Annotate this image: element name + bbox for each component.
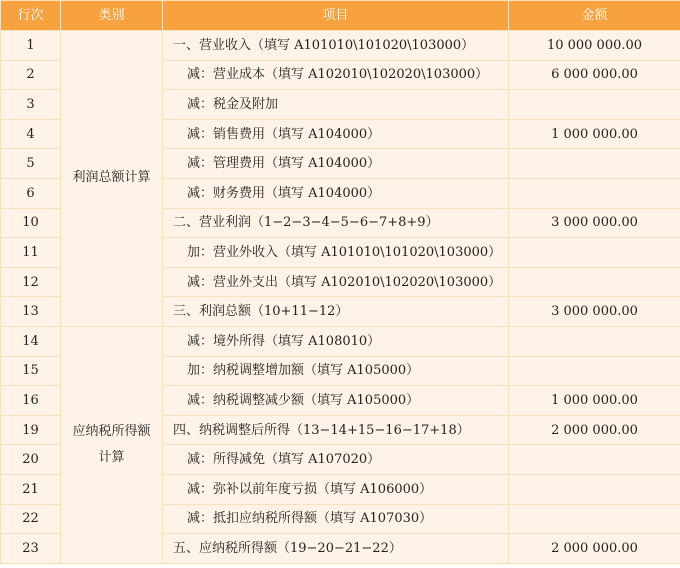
row-amount: 3 000 000.00 [509, 297, 680, 327]
row-item: 五、应纳税所得额（19−20−21−22） [163, 534, 509, 564]
row-amount: 10 000 000.00 [509, 31, 680, 61]
row-item: 加：纳税调整增加额（填写 A105000） [163, 356, 509, 386]
row-item: 减：弥补以前年度亏损（填写 A106000） [163, 474, 509, 504]
row-amount [509, 504, 680, 534]
row-number: 23 [1, 534, 61, 564]
row-number: 14 [1, 326, 61, 356]
row-item: 减：税金及附加 [163, 90, 509, 120]
header-row-no: 行次 [1, 1, 61, 31]
row-item: 四、纳税调整后所得（13−14+15−16−17+18） [163, 415, 509, 445]
row-item: 减：销售费用（填写 A104000） [163, 119, 509, 149]
header-row [1, 1, 680, 31]
row-number: 1 [1, 31, 61, 61]
row-number: 5 [1, 149, 61, 179]
row-item: 三、利润总额（10+11−12） [163, 297, 509, 327]
row-amount: 1 000 000.00 [509, 386, 680, 416]
header-category: 类别 [61, 1, 163, 31]
row-item: 减：纳税调整减少额（填写 A105000） [163, 386, 509, 416]
row-amount: 3 000 000.00 [509, 208, 680, 238]
row-amount [509, 445, 680, 475]
row-amount [509, 178, 680, 208]
row-item: 减：境外所得（填写 A108010） [163, 326, 509, 356]
row-item: 减：管理费用（填写 A104000） [163, 149, 509, 179]
row-amount [509, 474, 680, 504]
row-number: 2 [1, 60, 61, 90]
row-item: 一、营业收入（填写 A101010\101020\103000） [163, 31, 509, 61]
row-number: 19 [1, 415, 61, 445]
row-item: 减：所得减免（填写 A107020） [163, 445, 509, 475]
row-number: 6 [1, 178, 61, 208]
table-header [1, 1, 680, 31]
row-amount [509, 238, 680, 268]
category-taxable-income: 应纳税所得额计算 [61, 326, 163, 563]
row-item: 减：营业成本（填写 A102010\102020\103000） [163, 60, 509, 90]
header-amount: 金额 [509, 1, 680, 31]
row-item: 二、营业利润（1−2−3−4−5−6−7+8+9） [163, 208, 509, 238]
row-number: 3 [1, 90, 61, 120]
row-amount: 2 000 000.00 [509, 534, 680, 564]
row-number: 11 [1, 238, 61, 268]
row-number: 15 [1, 356, 61, 386]
table-body [1, 31, 680, 564]
row-item: 加：营业外收入（填写 A101010\101020\103000） [163, 238, 509, 268]
row-amount [509, 90, 680, 120]
table-row [1, 31, 680, 61]
row-amount [509, 326, 680, 356]
category-profit-total: 利润总额计算 [61, 31, 163, 327]
row-number: 21 [1, 474, 61, 504]
row-item: 减：抵扣应纳税所得额（填写 A107030） [163, 504, 509, 534]
row-amount: 1 000 000.00 [509, 119, 680, 149]
row-number: 4 [1, 119, 61, 149]
row-number: 10 [1, 208, 61, 238]
row-number: 16 [1, 386, 61, 416]
header-item: 项目 [163, 1, 509, 31]
row-amount: 2 000 000.00 [509, 415, 680, 445]
row-amount [509, 356, 680, 386]
row-item: 减：财务费用（填写 A104000） [163, 178, 509, 208]
row-number: 12 [1, 267, 61, 297]
row-amount: 6 000 000.00 [509, 60, 680, 90]
row-item: 减：营业外支出（填写 A102010\102020\103000） [163, 267, 509, 297]
row-number: 20 [1, 445, 61, 475]
row-amount [509, 267, 680, 297]
table-row [1, 326, 680, 356]
row-number: 22 [1, 504, 61, 534]
row-number: 13 [1, 297, 61, 327]
row-amount [509, 149, 680, 179]
